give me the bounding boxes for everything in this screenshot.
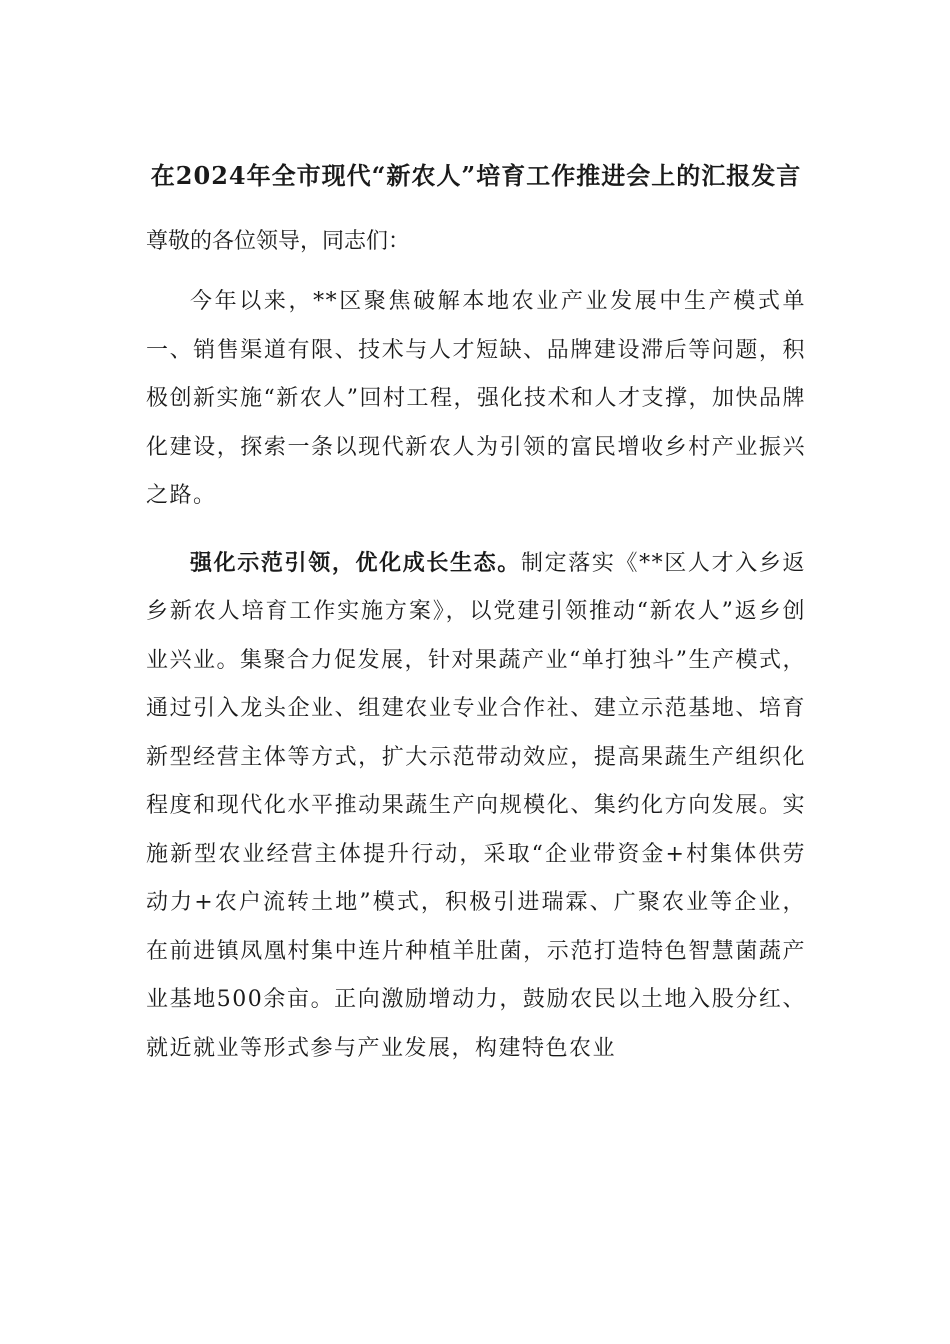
paragraph-intro-text: 今年以来，**区聚焦破解本地农业产业发展中生产模式单一、销售渠道有限、技术与人才短缺、品牌建设滞后等问题，积极创新实施“新农人”回村工程，强化技术和人才支撑，加快品牌化建设，探索一条以现代新农人为引领的富民增收乡村产业振兴之路。 bbox=[146, 289, 806, 508]
paragraph-demonstration-text: 制定落实《**区人才入乡返乡新农人培育工作实施方案》，以党建引领推动“新农人”返乡创业兴业。集聚合力促发展，针对果蔬产业“单打独斗”生产模式，通过引入龙头企业、组建农业专业合作社、建立示范基地、培育新型经营主体等方式，扩大示范带动效应，提高果蔬生产组织化程度和现代化水平推动果蔬生产向规模化、集约化方向发展。实施新型农业经营主体提升行动，采取“企业带资金+村集体供劳动力+农户流转土地”模式，积极引进瑞霖、广聚农业等企业，在前进镇凤凰村集中连片种植羊肚菌，示范打造特色智慧菌蔬产业基地500余亩。正向激励增动力，鼓励农民以土地入股分红、就近就业等形式参与产业发展，构建特色农业 bbox=[146, 550, 806, 1061]
document-content bbox=[146, 150, 806, 1073]
greeting: 尊敬的各位领导，同志们： bbox=[146, 229, 411, 254]
paragraph-intro bbox=[146, 278, 806, 521]
paragraph-heading: 强化示范引领，优化成长生态。 bbox=[190, 549, 521, 576]
document-title: 在2024年全市现代“新农人”培育工作推进会上的汇报发言 bbox=[150, 161, 802, 190]
paragraph-demonstration bbox=[146, 539, 806, 1074]
